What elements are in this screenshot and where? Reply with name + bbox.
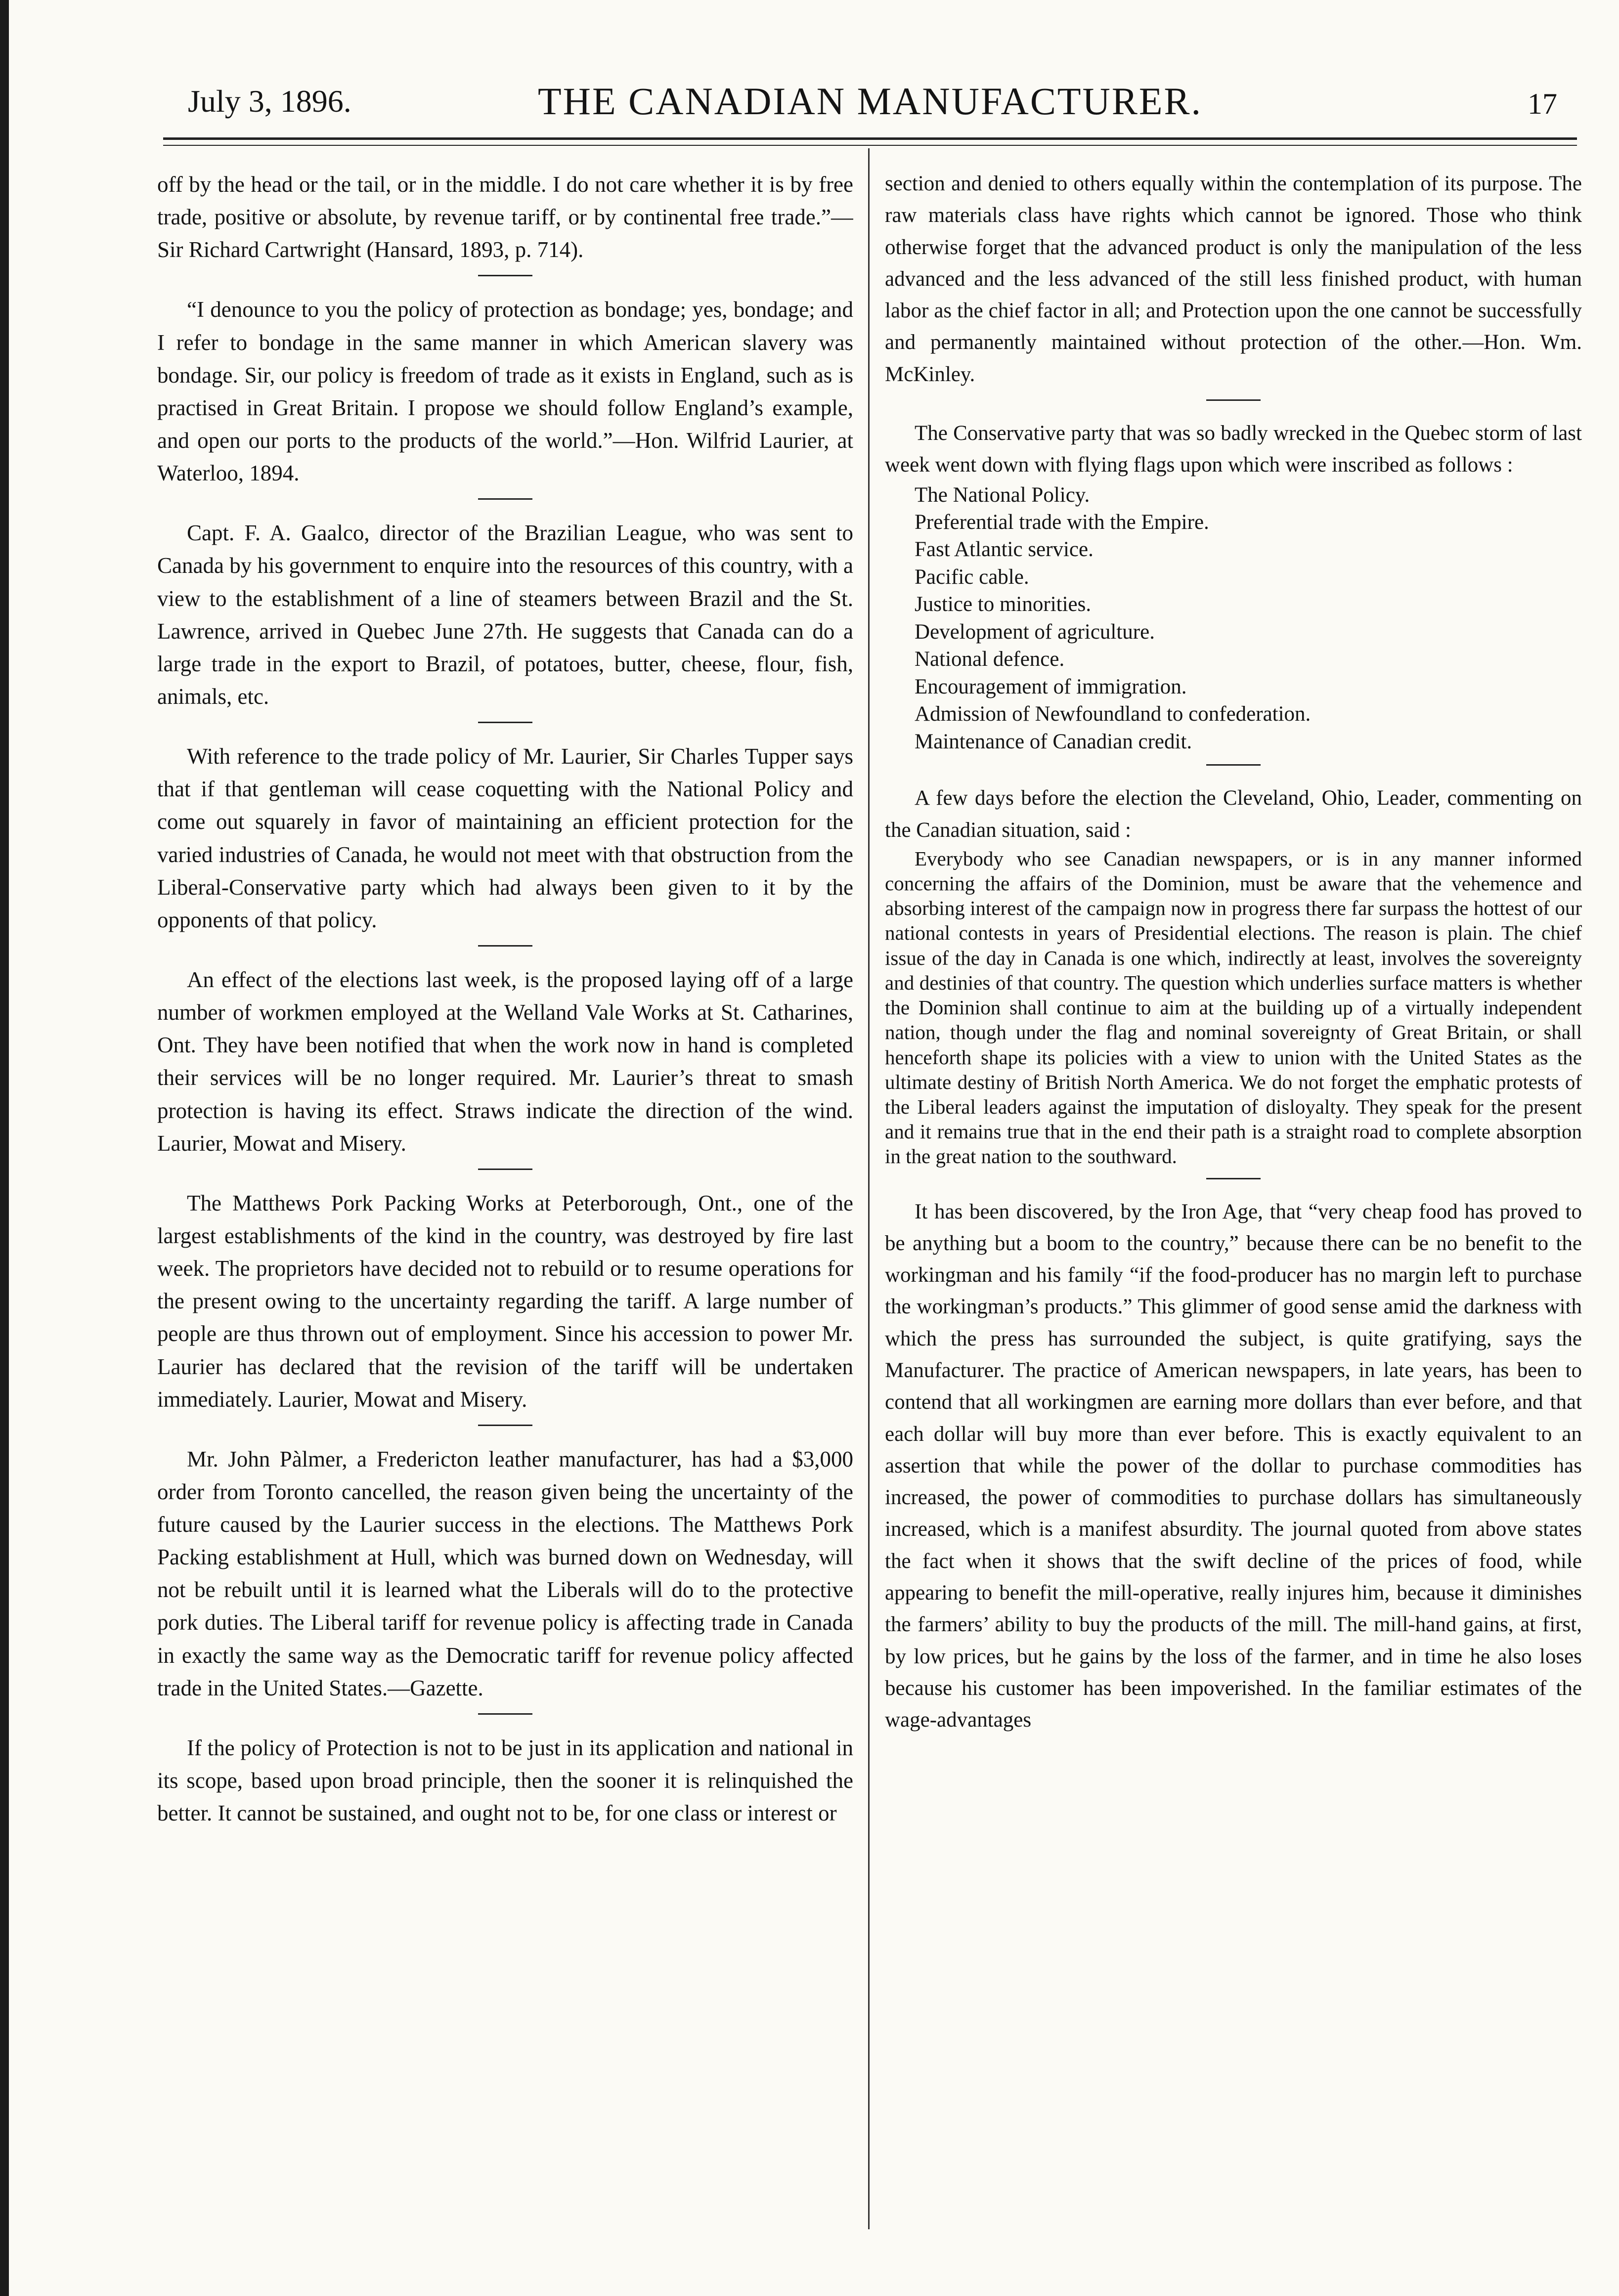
page-binding-edge bbox=[0, 0, 9, 2296]
article-tupper: With reference to the trade policy of Mr. Laurier, Sir Charles Tupper says that if that gentleman will cease coquetting with the National Policy and come out squarely in favor of maintaining an efficient protection for the varied industries of Canada, he would not meet with that obstruction from the Liberal-Conservative party which had always been given to it by the opponents of that policy. bbox=[157, 744, 853, 932]
flag-item: The National Policy. bbox=[915, 483, 1090, 507]
separator-rule bbox=[478, 1425, 532, 1426]
right-column bbox=[885, 168, 1582, 2254]
article-brazilian-league: Capt. F. A. Gaalco, director of the Brazilian League, who was sent to Canada by his government to enquire into the resources of this country, with a view to the establishment of a line of steamers between Brazil and the St. Lawrence, arrived in Quebec June 27th. He suggests that Canada can do a large trade in the export to Brazil, of potatoes, butter, cheese, flour, fish, animals, etc. bbox=[157, 520, 853, 709]
left-column bbox=[157, 168, 853, 2254]
separator-rule bbox=[1206, 764, 1261, 766]
publication-title: THE CANADIAN MANUFACTURER. bbox=[537, 80, 1203, 123]
article-matthews-pork: The Matthews Pork Packing Works at Peterborough, Ont., one of the largest establishments of the kind in the country, was destroyed by fire last week. The proprietors have decided not to rebuild or to resume operations for the present owing to the uncertainty regarding the tariff. A large number of people are thus thrown out of employment. Since his accession to power Mr. Laurier has declared that the revision of the tariff will be undertaken immediately. Laurier, Mowat and Misery. bbox=[157, 1190, 853, 1412]
page-number: 17 bbox=[1528, 87, 1557, 120]
article-palmer-order: Mr. John Pàlmer, a Fredericton leather manufacturer, has had a $3,000 order from Toronto cancelled, the reason given being the uncertainty of the future caused by the Laurier success in the elections. The Matthews Pork Packing establishment at Hull, which was burned down on Wednesday, will not be rebuilt until it is learned what the Liberals will do to the protective pork duties. The Liberal tariff for revenue policy is affecting trade in Canada in exactly the same way as the Democratic tariff for revenue policy affected trade in the United States.—Gazette. bbox=[157, 1446, 853, 1700]
flags-list bbox=[915, 481, 1582, 756]
article-laurier-waterloo: “I denounce to you the policy of protection as bondage; yes, bondage; and I refer to bondage in the same manner in which American slavery was bondage. Sir, our policy is freedom of trade as it exists in England, such as is practised in Great Britain. I propose we should follow England’s example, and open our ports to the products of the world.”—Hon. Wilfrid Laurier, at Waterloo, 1894. bbox=[157, 297, 853, 486]
article-cartwright-quote: off by the head or the tail, or in the middle. I do not care whether it is by free trade, positive or absolute, by revenue tariff, or by continental free trade.”—Sir Richard Cartwright (Hansard, 1893, p. 714). bbox=[157, 172, 853, 262]
flag-item: Justice to minorities. bbox=[915, 593, 1092, 616]
header-rule bbox=[163, 137, 1577, 140]
separator-rule bbox=[478, 498, 532, 500]
separator-rule bbox=[1206, 399, 1261, 401]
separator-rule bbox=[478, 275, 532, 276]
flag-item: Fast Atlantic service. bbox=[915, 538, 1094, 562]
separator-rule bbox=[478, 722, 532, 723]
column-divider bbox=[868, 148, 870, 2229]
article-cleveland-leader-intro: A few days before the election the Cleveland, Ohio, Leader, commenting on the Canadian situation, said : bbox=[885, 786, 1582, 842]
article-protection-policy: If the policy of Protection is not to be just in its application and national in its scope, based upon broad principle, then the sooner it is relinquished the better. It cannot be sustained, and ought not to be, for one class or interest or bbox=[157, 1735, 853, 1826]
flag-item: Preferential trade with the Empire. bbox=[915, 511, 1209, 534]
article-welland-vale: An effect of the elections last week, is the proposed laying off of a large number of workmen employed at the Welland Vale Works at St. Catharines, Ont. They have been notified that when the work now in hand is completed their services will be no longer required. Mr. Laurier’s threat to smash protection is having its effect. Straws indicate the direction of the wind. Laurier, Mowat and Misery. bbox=[157, 967, 853, 1156]
separator-rule bbox=[478, 945, 532, 947]
article-mckinley-quote: section and denied to others equally within the contemplation of its purpose. The raw materials class have rights which cannot be ignored. Those who think otherwise forget that the advanced product is only the manipulation of the less advanced and the less advanced of the still less finished product, with human labor as the chief factor in all; and Protection upon the one cannot be successfully and permanently maintained without protection of the other.—Hon. Wm. McKinley. bbox=[885, 172, 1582, 386]
cleveland-leader-quote: Everybody who see Canadian newspapers, or is in any manner informed concerning the affairs of the Dominion, must be aware that the vehemence and absorbing interest of the campaign now in progress there far surpass the hottest of our national contests in years of Presidential elections. The reason is plain. The chief issue of the day in Canada is one which, indirectly at least, involves the sovereignty and destinies of that country. The question which underlies surface matters is whether the Dominion shall continue to aim at the building up of a virtually independent nation, though under the flag and nominal sovereignty of Great Britain, or shall henceforth shape its policies with a view to union with the United States as the ultimate destiny of British North America. We do not forget the emphatic protests of the Liberal leaders against the imputation of disloyalty. They speak for the present and it remains true that in the end their path is a straight road to complete absorption in the great nation to the southward. bbox=[885, 847, 1582, 1168]
flag-item: Admission of Newfoundland to confederation. bbox=[915, 702, 1311, 726]
flag-item: Encouragement of immigration. bbox=[915, 675, 1187, 698]
separator-rule bbox=[478, 1713, 532, 1715]
flag-item: Pacific cable. bbox=[915, 565, 1029, 589]
separator-rule bbox=[1206, 1178, 1261, 1179]
article-iron-age: It has been discovered, by the Iron Age, that “very cheap food has proved to be anything but a boom to the country,” because there can be no benefit to the workingman and his family “if the food-producer has no margin left to purchase the workingman’s products.” This glimmer of good sense amid the darkness with which the press has surrounded the subject, is quite gratifying, says the Manufacturer. The practice of American newspapers, in late years, has been to contend that all workingmen are earning more dollars than ever before, and that each dollar will buy more than ever before. This is exactly equivalent to an assertion that while the power of the dollar to purchase commodities has increased, the power of commodities to purchase dollars has simultaneously increased, which is a manifest absurdity. The journal quoted from above states the fact when it shows that the swift decline of the prices of food, while appearing to benefit the mill-operative, really injures him, because it diminishes the farmers’ ability to buy the products of the mill. The mill-hand gains, at first, by low prices, but he gains by the loss of the farmer, and in time he also loses because his customer has been impoverished. In the familiar estimates of the wage-advantages bbox=[885, 1200, 1582, 1732]
flag-item: Maintenance of Canadian credit. bbox=[915, 730, 1192, 753]
separator-rule bbox=[478, 1169, 532, 1170]
header-rule-thin bbox=[163, 145, 1577, 146]
flag-item: Development of agriculture. bbox=[915, 620, 1155, 644]
article-conservative-flags: The Conservative party that was so badly wrecked in the Quebec storm of last week went down with flying flags upon which were inscribed as follows : bbox=[885, 421, 1582, 477]
flag-item: National defence. bbox=[915, 648, 1065, 671]
issue-date: July 3, 1896. bbox=[188, 84, 351, 119]
